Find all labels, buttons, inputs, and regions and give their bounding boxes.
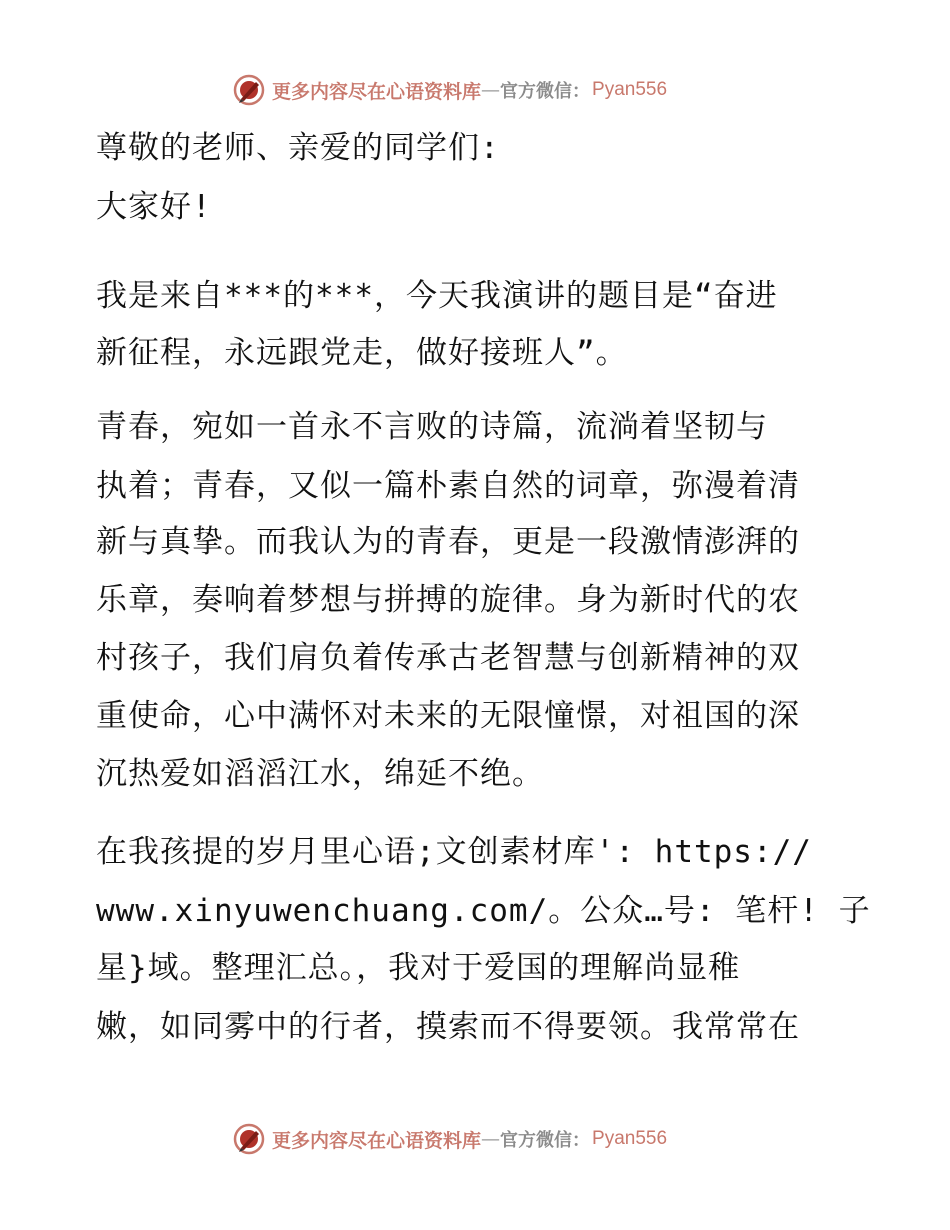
banner-wechat-id: Pyan556 bbox=[592, 79, 668, 100]
banner-dash: — bbox=[481, 1128, 501, 1150]
body-line: 重使命，心中满怀对未来的无限憧憬，对祖国的深 bbox=[96, 698, 800, 734]
body-line: 我是来自***的***，今天我演讲的题目是“奋进 bbox=[96, 278, 778, 314]
pen-logo-icon bbox=[232, 1122, 266, 1156]
banner-site-text: 更多内容尽在心语资料库 bbox=[272, 1129, 482, 1152]
banner-wechat-label: 官方微信： bbox=[500, 1130, 591, 1151]
body-line: 新与真挚。而我认为的青春，更是一段激情澎湃的 bbox=[96, 524, 800, 560]
body-line: 沉热爱如滔滔江水，绵延不绝。 bbox=[96, 756, 544, 792]
body-line: www.xinyuwenchuang.com/。公众…号: 笔杆! 子 bbox=[96, 893, 871, 929]
pen-logo-icon bbox=[232, 73, 266, 107]
body-line: 星}域。整理汇总。，我对于爱国的理解尚显稚 bbox=[96, 950, 741, 986]
body-line: 执着；青春，又似一篇朴素自然的词章，弥漫着清 bbox=[96, 468, 800, 504]
body-line: 尊敬的老师、亲爱的同学们: bbox=[96, 130, 500, 166]
banner-site-text: 更多内容尽在心语资料库 bbox=[272, 80, 482, 103]
body-line: 乐章，奏响着梦想与拼搏的旋律。身为新时代的农 bbox=[96, 582, 800, 618]
body-line: 在我孩提的岁月里心语;文创素材库': https:// bbox=[96, 834, 812, 870]
banner-dash: — bbox=[481, 79, 501, 101]
banner-wechat-id: Pyan556 bbox=[592, 1128, 668, 1149]
footer-banner bbox=[232, 1121, 752, 1157]
body-line: 村孩子，我们肩负着传承古老智慧与创新精神的双 bbox=[96, 640, 800, 676]
body-line: 新征程，永远跟党走，做好接班人”。 bbox=[96, 335, 628, 371]
header-banner bbox=[232, 72, 752, 108]
banner-wechat-label: 官方微信： bbox=[500, 81, 591, 102]
body-line: 嫩，如同雾中的行者，摸索而不得要领。我常常在 bbox=[96, 1009, 800, 1045]
body-line: 青春，宛如一首永不言败的诗篇，流淌着坚韧与 bbox=[96, 409, 768, 445]
body-line: 大家好! bbox=[96, 189, 212, 225]
